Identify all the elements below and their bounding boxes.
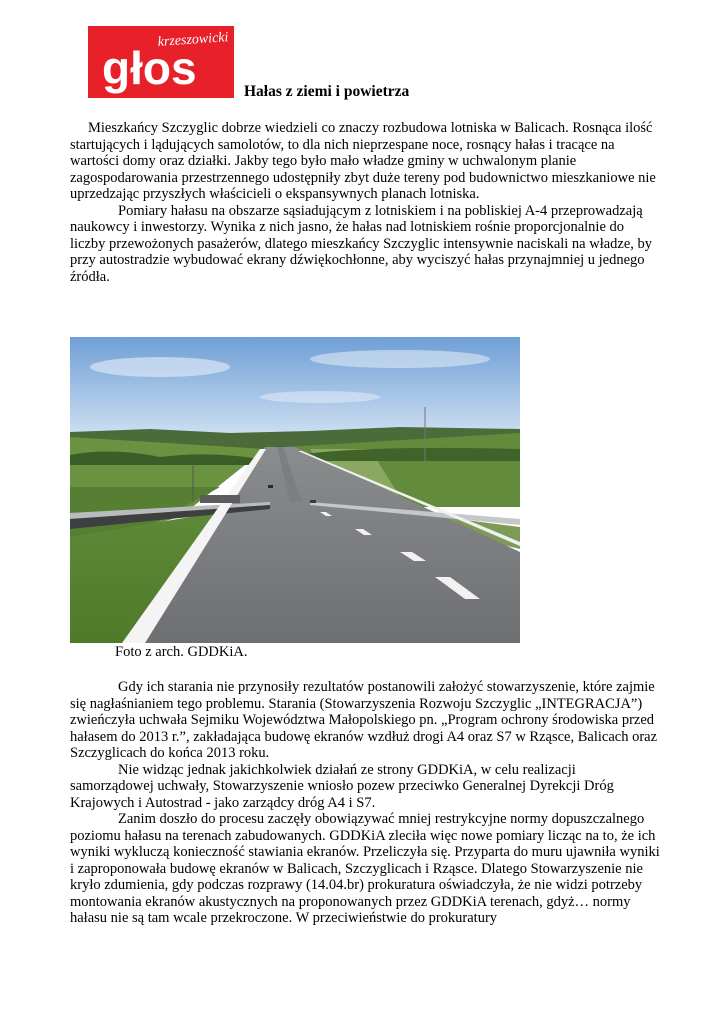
intro-paragraph-1: Mieszkańcy Szczyglic dobrze wiedzieli co znaczy rozbudowa lotniska w Balicach. Rosnąca ilość startujących i lądujących samolotów, to dla nich nieprzespane noce, rosnący hałas i tracące na wartości domy oraz działki. Jakby tego było mało władze gminy w uchwalonym planie zagospodarowania przestrzennego udostępniły zbyt duże tereny pod budownictwo mieszkaniowe nie uprzedzając przyszłych właścicieli o ekspansywnych planach lotniska.	[70, 120, 656, 202]
body-paragraph-2: Nie widząc jednak jakichkolwiek działań ze strony GDDKiA, w celu realizacji samorządowej uchwały, Stowarzyszenie wniosło pozew przeciwko Generalnej Dyrekcji Dróg Krajowych i Autostrad - jako zarządcy dróg A4 i S7.	[70, 761, 614, 811]
intro-paragraph-2: Pomiary hałasu na obszarze sąsiadującym z lotniskiem i na pobliskiej A-4 przeprowadzają naukowcy i inwestorzy. Wynika z nich jasno, że hałas nad lotniskiem rośnie proporcjonalnie do liczby przewożonych pasażerów, dlatego mieszkańcy Szczyglic intensywnie naciskali na władze, by przy autostradzie wybudować ekrany dźwiękochłonne, aby wyciszyć hałas przynajmniej u jednego źródła.	[70, 202, 653, 285]
photo-caption: Foto z arch. GDDKiA.	[115, 644, 248, 660]
article-title: Hałas z ziemi i powietrza	[244, 83, 410, 100]
body-paragraph-3: Zanim doszło do procesu zaczęły obowiązywać mniej restrykcyjne normy dopuszczalnego poziomu hałasu na terenach zabudowanych. GDDKiA zleciła więc nowe pomiary licząc na to, że ich wyniki wykluczą konieczność stawiania ekranów. Przeliczyła się. Przyparta do muru ujawniła wyniki i zaproponowała budowę ekranów w Balicach, Szczyglicach i Rząsce. Dlatego Stowarzyszenie nie kryło zdumienia, gdy podczas rozprawy (14.04.br) prokuratura oświadczyła, że nie widzi potrzeby montowania ekranów akustycznych na proponowanych przez GDDKiA terenach, gdyż… normy hałasu nie są tam wcale przekroczone. W przeciwieństwie do prokuratury	[70, 811, 660, 926]
newspaper-logo	[88, 26, 234, 98]
article-body	[70, 679, 660, 927]
highway-photo	[70, 337, 520, 643]
logo-sub-text: krzeszowicki	[157, 30, 229, 50]
article-intro	[70, 120, 660, 285]
logo-main-text: głos	[102, 42, 197, 94]
body-paragraph-1: Gdy ich starania nie przynosiły rezultatów postanowili założyć stowarzyszenie, które zajmie się nagłaśnianiem tego problemu. Starania (Stowarzyszenia Rozwoju Szczyglic „INTEGRACJA”) zwieńczyła uchwała Sejmiku Województwa Małopolskiego pn. „Program ochrony środowiska przed hałasem do 2013 r.”, zakładająca budowę ekranów wzdłuż drogi A4 oraz S7 w Rząsce, Balicach oraz Szczyglicach do końca 2013 roku.	[70, 679, 658, 761]
